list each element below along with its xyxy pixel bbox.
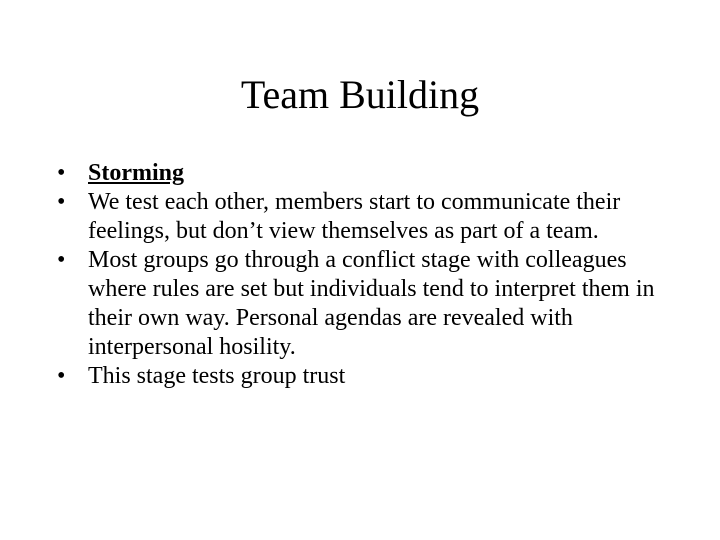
bullet-text: Storming bbox=[88, 160, 184, 186]
bullet-text: This stage tests group trust bbox=[88, 363, 346, 389]
bullet-text: We test each other, members start to communicate their feelings, but don’t view themselves as part of a team. bbox=[88, 189, 621, 244]
bullet-icon: • bbox=[57, 247, 66, 273]
bullet-item-conflict bbox=[57, 246, 667, 362]
bullet-icon: • bbox=[57, 189, 66, 215]
bullet-list bbox=[57, 159, 667, 391]
bullet-item-storming bbox=[57, 159, 667, 188]
bullet-item-testing bbox=[57, 188, 667, 246]
slide-title: Team Building bbox=[240, 72, 480, 117]
bullet-item-trust bbox=[57, 362, 667, 391]
bullet-text: Most groups go through a conflict stage with colleagues where rules are set but individuals tend to interpret them in their own way. Personal agendas are revealed with interpersonal hosility. bbox=[88, 247, 655, 360]
bullet-icon: • bbox=[57, 363, 66, 389]
bullet-icon: • bbox=[57, 160, 66, 186]
